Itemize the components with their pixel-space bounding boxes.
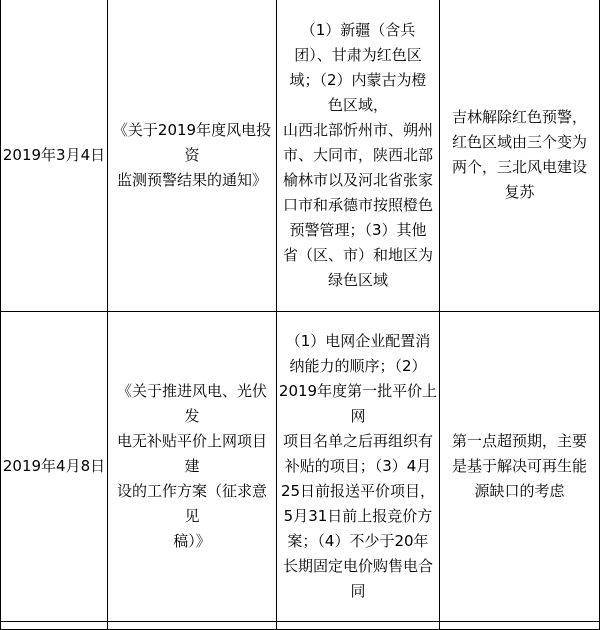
- text-line: 《关于2019年度风电投: [112, 120, 272, 139]
- text-line: 红色区域由三个变为: [451, 133, 587, 151]
- text-line: 同: [350, 582, 366, 600]
- text-line: 预警管理；（3）其他: [289, 220, 427, 239]
- text-line: 团）、甘肃为红色区: [294, 45, 422, 64]
- document-cell: [108, 312, 277, 622]
- document-cell: [108, 0, 277, 312]
- text-line: 第一点超预期，主要: [451, 432, 587, 450]
- text-line: 口市和承德市按照橙色: [282, 195, 433, 214]
- document-title: [108, 379, 276, 554]
- measures-cell: [277, 312, 440, 622]
- text-line: 吉林解除红色预警，: [451, 108, 587, 126]
- table-row: [1, 0, 600, 312]
- table-row: [1, 312, 600, 622]
- text-line: 绿色区域: [327, 270, 388, 289]
- text-line: 稿）》: [173, 532, 211, 550]
- text-line: 《关于推进风电、光伏: [116, 382, 267, 400]
- text-line: 项目名单之后再组织有: [282, 432, 433, 450]
- empty-cell: [277, 622, 440, 630]
- text-line: 长期固定电价购售电合: [282, 557, 433, 575]
- text-line: 补贴的项目；（3）4月: [284, 457, 432, 475]
- comment-text: [440, 105, 599, 205]
- text-line: 市、大同市，陕西北部: [282, 145, 433, 164]
- text-line: 复苏: [504, 183, 535, 201]
- text-line: 是基于解决可再生能: [451, 457, 587, 475]
- text-line: 监测预警结果的通知》: [116, 170, 267, 189]
- text-line: 案；（4）不少于20年: [287, 532, 429, 550]
- empty-cell: [440, 622, 600, 630]
- empty-cell: [1, 622, 108, 630]
- date-text: 2019年4月8日: [2, 457, 106, 475]
- text-line: 见: [184, 507, 200, 525]
- comment-cell: [440, 312, 600, 622]
- text-line: 设的工作方案（征求意: [116, 482, 267, 500]
- date-cell: [1, 312, 108, 622]
- text-line: 省（区、市）和地区为: [282, 245, 433, 264]
- text-line: 25日前报送平价项目，: [280, 482, 436, 500]
- text-line: 电无补贴平价上网项目: [116, 432, 267, 450]
- measures-text: [277, 18, 439, 293]
- comment-text: [440, 429, 599, 504]
- text-line: 域；（2）内蒙古为橙: [289, 70, 427, 89]
- text-line: 两个，三北风电建设: [451, 158, 587, 176]
- text-line: 发: [184, 407, 200, 425]
- text-line: （1）新疆（含兵: [300, 20, 416, 39]
- text-line: 山西北部忻州市、朔州: [282, 120, 433, 139]
- text-line: 纳能力的顺序；（2）: [289, 357, 427, 375]
- document-title: [108, 118, 276, 193]
- text-line: 源缺口的考虑: [474, 482, 565, 500]
- empty-cell: [108, 622, 277, 630]
- text-line: 建: [184, 457, 200, 475]
- text-line: 色区域，: [327, 95, 388, 114]
- text-line: 2019年度第一批平价上: [278, 382, 438, 400]
- text-line: 资: [184, 145, 200, 164]
- date-text: 2019年3月4日: [2, 145, 106, 164]
- text-line: （1）电网企业配置消: [285, 332, 431, 350]
- measures-text: [277, 329, 439, 604]
- text-line: 榆林市以及河北省张家: [282, 170, 433, 189]
- text-line: 5月31日前上报竞价方: [283, 507, 433, 525]
- table-row: [1, 622, 600, 630]
- measures-cell: [277, 0, 440, 312]
- comment-cell: [440, 0, 600, 312]
- text-line: 网: [350, 407, 366, 425]
- date-cell: [1, 0, 108, 312]
